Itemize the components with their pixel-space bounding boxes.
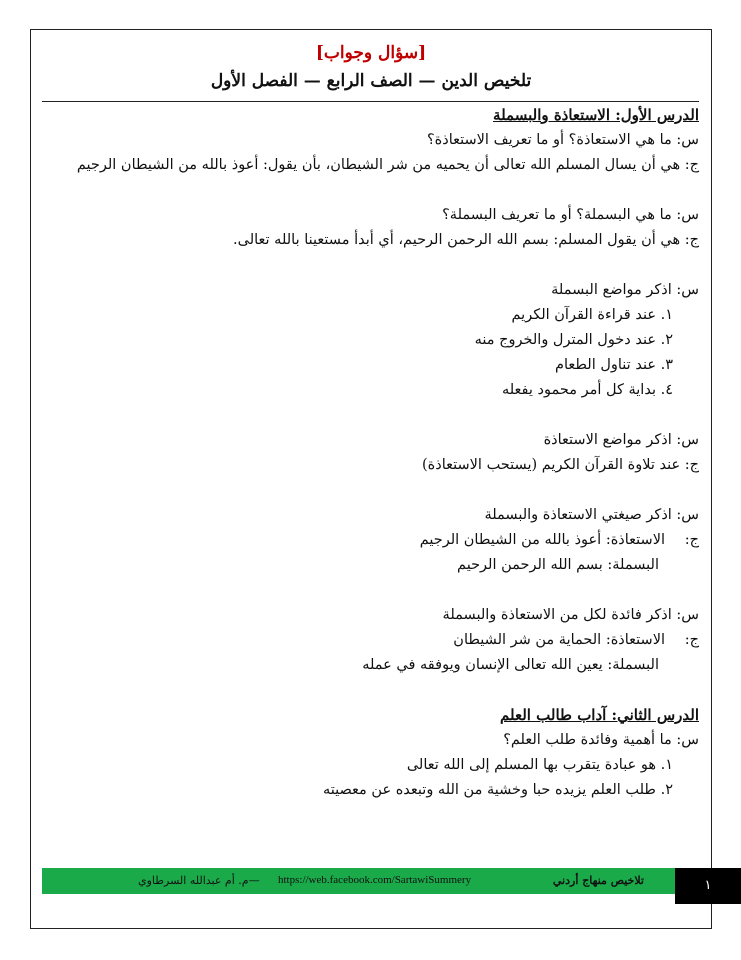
answer-label: ج:	[684, 632, 699, 648]
page-title: تلخيص الدين — الصف الرابع — الفصل الأول	[210, 71, 532, 91]
question: س: اذكر صيغتي الاستعاذة والبسملة	[484, 507, 699, 523]
list-item: ٤. بداية كل أمر محمود يفعله	[501, 382, 673, 398]
list-item: ١. هو عبادة يتقرب بها المسلم إلى الله تعالى	[406, 757, 673, 773]
answer	[59, 628, 699, 653]
header-tag: [سؤال وجواب]	[315, 43, 427, 63]
footer-author: —م. أم عبدالله السرطاوي	[138, 874, 260, 887]
list-item: ١. عند قراءة القرآن الكريم	[511, 307, 673, 323]
header-divider	[42, 101, 699, 102]
question: س: ما هي البسملة؟ أو ما تعريف البسملة؟	[442, 207, 699, 223]
answer	[59, 528, 699, 553]
lesson-2-title: الدرس الثاني: آداب طالب العلم	[500, 706, 699, 724]
answer: ج: عند تلاوة القرآن الكريم (يستحب الاستعاذة)	[422, 457, 699, 473]
question: س: ما هي الاستعاذة؟ أو ما تعريف الاستعاذة؟	[426, 132, 699, 148]
answer-continuation: البسملة: يعين الله تعالى الإنسان ويوفقه في عمله	[362, 657, 659, 673]
document-body	[59, 103, 699, 803]
page-number: ١	[675, 868, 741, 904]
footer-bar	[42, 868, 696, 894]
answer-continuation: البسملة: بسم الله الرحمن الرحيم	[457, 557, 659, 573]
footer-brand: تلاخيص منهاج أردني	[552, 874, 644, 887]
answer: ج: هي أن يقول المسلم: بسم الله الرحمن الرحيم، أي أبدأ مستعينا بالله تعالى.	[233, 232, 699, 248]
answer-label: ج:	[684, 532, 699, 548]
question: س: اذكر مواضع البسملة	[551, 282, 699, 298]
list-item: ٣. عند تناول الطعام	[555, 357, 673, 373]
footer-link[interactable]: https://web.facebook.com/SartawiSummery	[278, 874, 472, 886]
question: س: اذكر مواضع الاستعاذة	[543, 432, 699, 448]
list-item: ٢. عند دخول المترل والخروج منه	[474, 332, 673, 348]
list-item: ٢. طلب العلم يزيده حبا وخشية من الله وتبعده عن معصيته	[322, 782, 673, 798]
lesson-1-title: الدرس الأول: الاستعاذة والبسملة	[493, 106, 699, 124]
question: س: ما أهمية وفائدة طلب العلم؟	[503, 732, 699, 748]
answer-text: الاستعاذة: أعوذ بالله من الشيطان الرجيم	[419, 532, 665, 548]
answer: ج: هي أن يسال المسلم الله تعالى أن يحميه من شر الشيطان، بأن يقول: أعوذ بالله من الشيطان الرجيم	[76, 157, 699, 173]
answer-text: الاستعاذة: الحماية من شر الشيطان	[453, 632, 665, 648]
question: س: اذكر فائدة لكل من الاستعاذة والبسملة	[442, 607, 699, 623]
